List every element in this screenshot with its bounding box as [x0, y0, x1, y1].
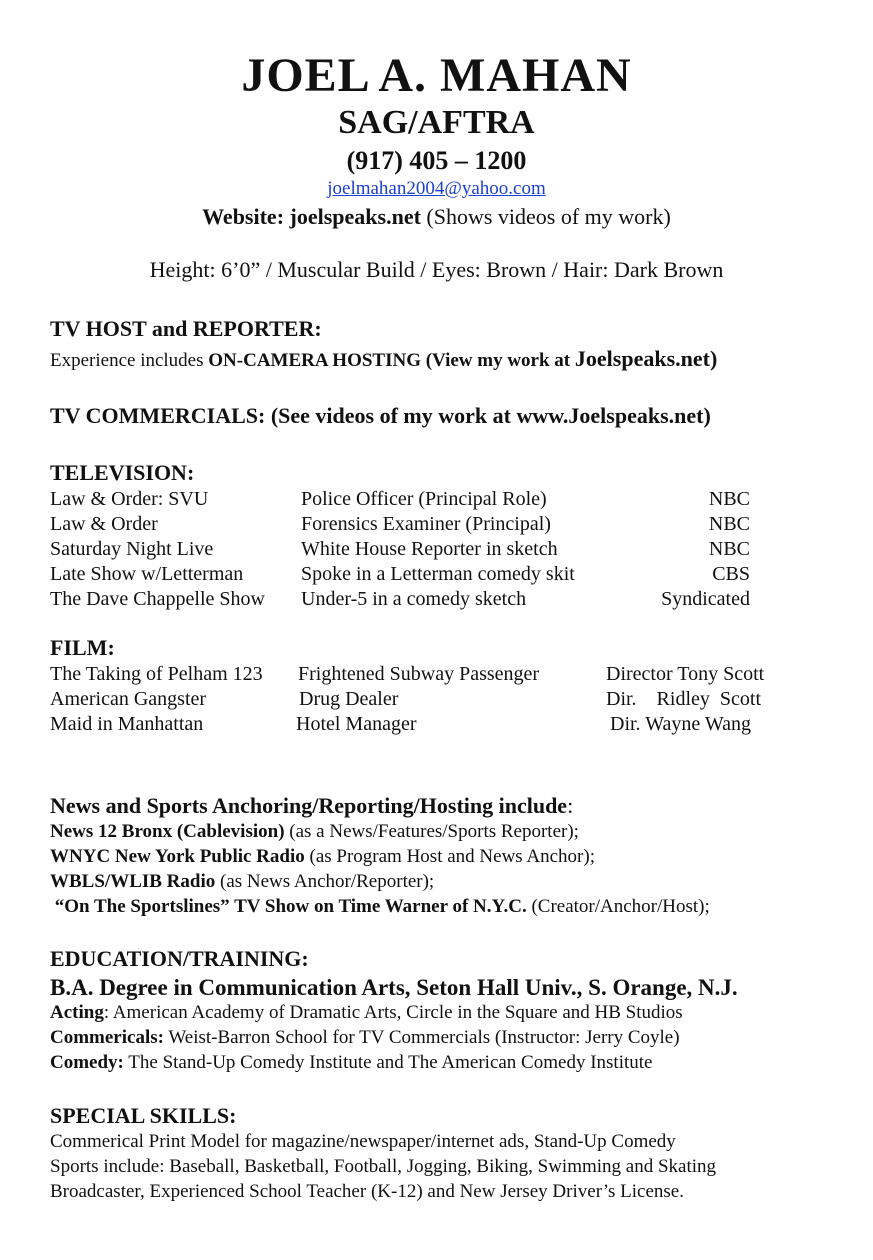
news-outlet: WNYC New York Public Radio — [50, 846, 305, 867]
section-heading-tv-commercials: TV COMMERCIALS: (See videos of my work at www.Joelspeaks.net) — [50, 403, 711, 428]
news-outlet: WBLS/WLIB Radio — [50, 871, 216, 892]
education-detail: : American Academy of Dramatic Arts, Circle in the Square and HB Studios — [103, 1002, 683, 1023]
section-heading-television: TELEVISION: — [50, 460, 195, 485]
news-role: (Creator/Anchor/Host); — [526, 896, 710, 917]
union-affiliation: SAG/AFTRA — [338, 104, 535, 141]
film-director: Director Tony Scott — [606, 663, 765, 685]
tv-host-text: Experience includes — [50, 350, 209, 371]
news-item — [50, 846, 595, 868]
news-outlet: “On The Sportslines” TV Show on Time Warner of N.Y.C. — [50, 896, 527, 917]
news-role: (as Program Host and News Anchor); — [304, 846, 595, 867]
education-category: Comedy: — [50, 1052, 124, 1073]
tv-network: CBS — [712, 563, 750, 585]
email-row — [0, 178, 873, 200]
section-heading-film: FILM: — [50, 635, 115, 660]
tv-network: NBC — [708, 538, 750, 560]
section-heading-tv-host: TV HOST and REPORTER: — [50, 316, 322, 341]
degree: B.A. Degree in Communication Arts, Seton Hall Univ., S. Orange, N.J. — [50, 975, 738, 1000]
physical-stats: Height: 6’0” / Muscular Build / Eyes: Brown / Hair: Dark Brown — [149, 257, 724, 282]
news-outlet: News 12 Bronx (Cablevision) — [50, 821, 285, 842]
film-title: The Taking of Pelham 123 — [50, 663, 263, 685]
website-row — [0, 204, 873, 230]
news-heading-colon: : — [567, 793, 574, 818]
tv-show-title: Law & Order: SVU — [50, 488, 209, 510]
section-heading-skills: SPECIAL SKILLS: — [50, 1103, 237, 1128]
education-item — [50, 1052, 652, 1074]
news-item — [50, 871, 434, 893]
website-note: (Shows videos of my work) — [426, 204, 671, 229]
education-detail: The Stand-Up Comedy Institute and The American Comedy Institute — [123, 1052, 653, 1073]
news-role: (as a News/Features/Sports Reporter); — [284, 821, 579, 842]
phone-number: (917) 405 – 1200 — [346, 146, 527, 175]
tv-show-title: Late Show w/Letterman — [50, 563, 244, 585]
section-heading-education: EDUCATION/TRAINING: — [50, 946, 309, 971]
film-director: Dir. Wayne Wang — [610, 713, 752, 735]
tv-role: White House Reporter in sketch — [301, 538, 558, 560]
tv-role: Under-5 in a comedy sketch — [301, 588, 527, 610]
film-role: Hotel Manager — [296, 713, 417, 735]
tv-role: Police Officer (Principal Role) — [301, 488, 547, 510]
website-label[interactable]: Website: joelspeaks.net — [202, 204, 421, 229]
education-item — [50, 1027, 680, 1049]
tv-role: Spoke in a Letterman comedy skit — [301, 563, 575, 585]
resume-name: JOEL A. MAHAN — [241, 49, 632, 102]
news-heading-text: News and Sports Anchoring/Reporting/Hosting include — [50, 793, 568, 818]
tv-network: NBC — [708, 513, 750, 535]
skill-line: Sports include: Baseball, Basketball, Football, Jogging, Biking, Swimming and Skating — [50, 1156, 717, 1177]
education-item — [50, 1002, 683, 1024]
skill-line: Commerical Print Model for magazine/newspaper/internet ads, Stand-Up Comedy — [50, 1131, 676, 1152]
tv-show-title: Saturday Night Live — [50, 538, 214, 560]
film-title: American Gangster — [50, 688, 207, 710]
email-link[interactable]: joelmahan2004@yahoo.com — [327, 178, 546, 199]
education-category: Acting — [50, 1002, 104, 1023]
section-heading-news — [50, 793, 573, 819]
film-role: Frightened Subway Passenger — [298, 663, 540, 685]
skill-line: Broadcaster, Experienced School Teacher (K-12) and New Jersey Driver’s License. — [50, 1181, 684, 1202]
film-role: Drug Dealer — [299, 688, 399, 710]
education-detail: Weist-Barron School for TV Commercials (Instructor: Jerry Coyle) — [163, 1027, 680, 1048]
tv-role: Forensics Examiner (Principal) — [301, 513, 551, 535]
tv-network: Syndicated — [661, 588, 750, 610]
tv-show-title: The Dave Chappelle Show — [50, 588, 265, 610]
tv-host-description — [50, 346, 717, 372]
news-item — [50, 821, 579, 843]
film-title: Maid in Manhattan — [50, 713, 204, 735]
tv-show-title: Law & Order — [50, 513, 158, 535]
education-category: Commericals: — [50, 1027, 164, 1048]
news-item — [50, 896, 710, 918]
film-director: Dir. Ridley Scott — [606, 688, 761, 710]
tv-host-bold: ON-CAMERA HOSTING (View my work at — [208, 350, 575, 371]
news-role: (as News Anchor/Reporter); — [215, 871, 435, 892]
tv-network: NBC — [708, 488, 750, 510]
tv-host-site: Joelspeaks.net) — [574, 346, 718, 371]
